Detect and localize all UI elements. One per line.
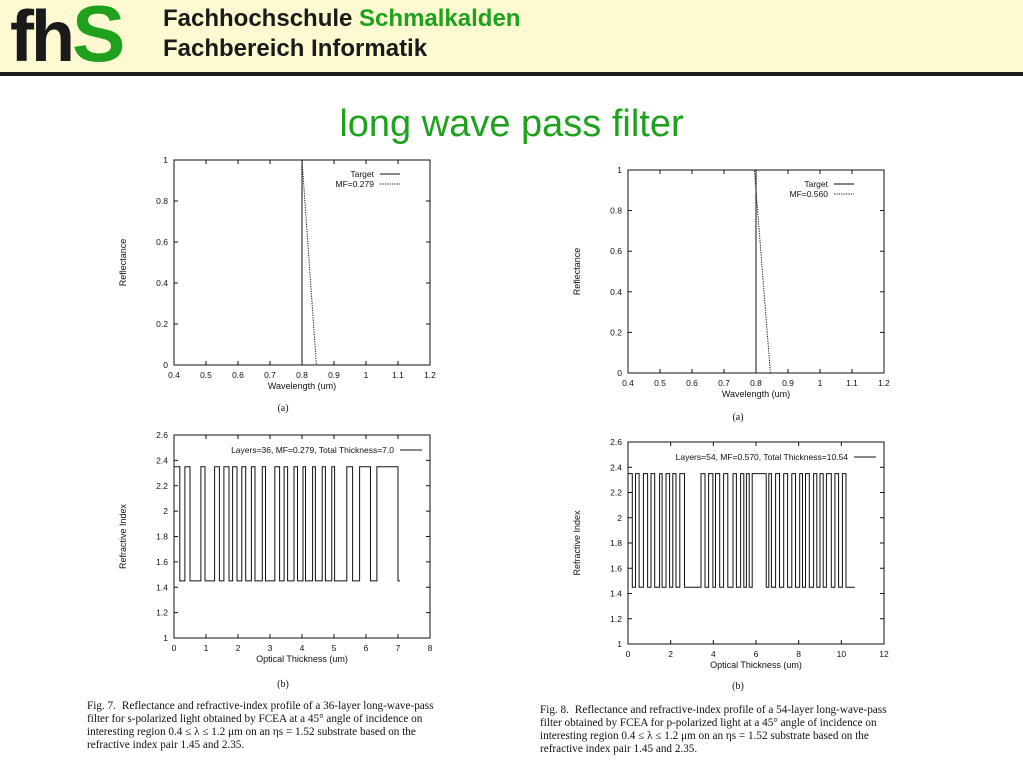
index-profile-line <box>628 474 855 588</box>
x-tick-label: 2 <box>235 643 241 653</box>
x-tick-label: 10 <box>836 649 847 659</box>
caption-label: Fig. 8. <box>540 704 569 716</box>
chart-fig8b <box>572 437 889 692</box>
y-tick-label: 2 <box>617 512 622 523</box>
x-tick-label: 0.9 <box>328 370 340 380</box>
caption-fig8 <box>540 704 940 756</box>
series-line-target <box>174 160 430 365</box>
caption-line: refractive index pair 1.45 and 2.35. <box>540 743 698 755</box>
y-tick-label: 1 <box>617 165 622 175</box>
y-tick-label: 0.8 <box>156 196 168 206</box>
caption-line: refractive index pair 1.45 and 2.35. <box>87 739 245 751</box>
caption-line <box>87 700 487 713</box>
x-tick-label: 8 <box>427 643 433 653</box>
x-tick-label: 4 <box>710 649 716 659</box>
logo-s-text: S <box>71 0 123 78</box>
chart-fig8a <box>572 165 890 423</box>
x-tick-label: 0.7 <box>264 370 276 380</box>
x-tick-label: 1 <box>363 370 369 380</box>
slide-title: long wave pass filter <box>339 103 684 145</box>
x-axis-label: Wavelength (um) <box>267 381 337 391</box>
y-tick-label: 0.2 <box>156 319 168 329</box>
caption-line: filter for s-polarized light obtained by FCEA at a 45° angle of incidence on <box>87 713 423 725</box>
y-axis-label: Refractive Index <box>572 510 582 576</box>
x-tick-label: 0.8 <box>750 378 762 388</box>
x-tick-label: 1.2 <box>424 370 436 380</box>
y-tick-label: 2.6 <box>610 437 622 447</box>
x-tick-label: 1.1 <box>846 378 858 388</box>
index-profile-line <box>174 467 400 581</box>
y-tick-label: 1 <box>617 639 622 649</box>
legend-label: MF=0.279 <box>335 179 374 189</box>
x-tick-label: 12 <box>879 649 889 659</box>
x-tick-label: 1.1 <box>392 370 404 380</box>
y-tick-label: 2.4 <box>610 462 622 473</box>
institution-name-part2: Schmalkalden <box>359 5 521 32</box>
y-tick-label: 1 <box>163 155 168 165</box>
y-tick-label: 0.4 <box>156 278 168 288</box>
caption-line <box>540 704 940 717</box>
x-tick-label: 0.4 <box>168 370 180 380</box>
x-axis-label: Optical Thickness (um) <box>256 654 348 664</box>
y-tick-label: 0.4 <box>610 286 622 297</box>
y-axis-label: Reflectance <box>118 238 128 287</box>
y-tick-label: 0.8 <box>610 205 622 216</box>
x-tick-label: 0.6 <box>232 370 244 380</box>
logo-fh-text: fh <box>10 0 72 77</box>
subfigure-label: (b) <box>277 679 289 690</box>
y-tick-label: 0 <box>617 368 622 378</box>
caption-label: Fig. 7. <box>87 700 116 712</box>
x-tick-label: 1 <box>203 643 209 653</box>
y-tick-label: 0.6 <box>156 237 168 247</box>
y-axis-label: Refractive Index <box>118 503 128 570</box>
y-tick-label: 1.2 <box>610 613 622 624</box>
x-tick-label: 2 <box>668 649 674 659</box>
y-axis-label: Reflectance <box>572 247 582 296</box>
legend-label: Target <box>350 169 374 179</box>
legend-label: Target <box>804 179 828 189</box>
y-tick-label: 0.6 <box>610 246 622 257</box>
x-tick-label: 0 <box>171 643 177 653</box>
x-tick-label: 0.4 <box>622 378 634 388</box>
x-tick-label: 7 <box>395 643 401 653</box>
caption-line: filter obtained by FCEA for p-polarized light at a 45° angle of incidence on <box>540 717 877 729</box>
chart-fig7b <box>118 430 433 690</box>
plot-frame <box>174 435 430 638</box>
subfigure-label: (a) <box>277 403 289 414</box>
y-tick-label: 2 <box>163 506 168 517</box>
caption-text: Reflectance and refractive-index profile of a 36-layer long-wave-pass <box>121 700 434 712</box>
y-tick-label: 1.2 <box>156 607 168 618</box>
x-tick-label: 6 <box>363 643 369 653</box>
x-tick-label: 3 <box>267 643 273 653</box>
y-tick-label: 0.2 <box>610 327 622 338</box>
legend-label: Layers=36, MF=0.279, Total Thickness=7.0 <box>231 445 394 455</box>
x-tick-label: 0.6 <box>686 378 698 388</box>
x-tick-label: 0.5 <box>654 378 666 388</box>
caption-fig7 <box>87 700 487 752</box>
subfigure-label: (a) <box>732 412 744 423</box>
x-tick-label: 0.5 <box>200 370 212 380</box>
y-tick-label: 2.2 <box>610 487 622 498</box>
x-tick-label: 5 <box>331 643 337 653</box>
x-tick-label: 4 <box>299 643 305 653</box>
department-name: Fachbereich Informatik <box>163 35 428 62</box>
x-axis-label: Optical Thickness (um) <box>710 660 802 670</box>
y-tick-label: 1.4 <box>156 582 168 593</box>
x-tick-label: 0.8 <box>296 370 308 380</box>
x-tick-label: 1 <box>817 378 823 388</box>
y-tick-label: 1.6 <box>610 563 622 574</box>
subfigure-label: (b) <box>732 681 744 692</box>
x-tick-label: 0 <box>625 649 631 659</box>
x-tick-label: 6 <box>753 649 759 659</box>
legend-label: MF=0.560 <box>789 189 828 199</box>
y-tick-label: 1.8 <box>156 531 168 542</box>
series-line-target <box>628 170 884 373</box>
x-tick-label: 1.2 <box>878 378 890 388</box>
y-tick-label: 1.8 <box>610 538 622 548</box>
y-tick-label: 1.6 <box>156 556 168 567</box>
x-axis-label: Wavelength (um) <box>721 389 791 399</box>
x-tick-label: 8 <box>796 649 802 659</box>
y-tick-label: 1 <box>163 633 168 643</box>
x-tick-label: 0.9 <box>782 378 794 388</box>
legend-label: Layers=54, MF=0.570, Total Thickness=10.54 <box>675 452 848 462</box>
y-tick-label: 2.4 <box>156 455 168 466</box>
caption-text: Reflectance and refractive-index profile of a 54-layer long-wave-pass <box>574 704 887 716</box>
y-tick-label: 1.4 <box>610 588 622 599</box>
institution-name-part1: Fachhochschule <box>163 5 353 32</box>
chart-fig7a <box>118 155 436 414</box>
y-tick-label: 2.2 <box>156 480 168 491</box>
y-tick-label: 2.6 <box>156 430 168 440</box>
caption-line: interesting region 0.4 ≤ λ ≤ 1.2 μm on an ηs = 1.52 substrate based on the <box>540 730 869 742</box>
caption-line: interesting region 0.4 ≤ λ ≤ 1.2 μm on an ηs = 1.52 substrate based on the <box>87 726 416 738</box>
y-tick-label: 0 <box>163 360 168 370</box>
x-tick-label: 0.7 <box>718 378 730 388</box>
